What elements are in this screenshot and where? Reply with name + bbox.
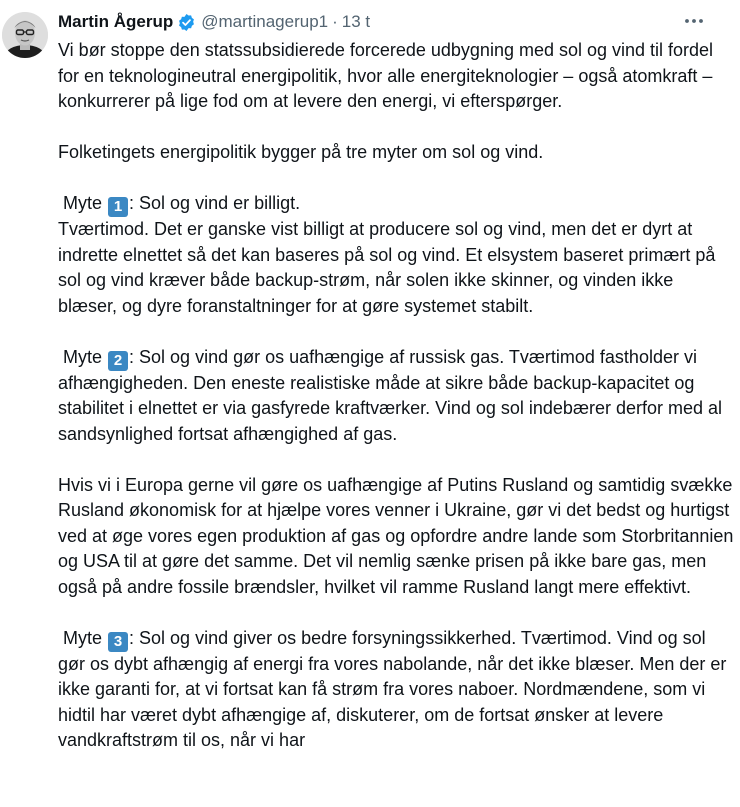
paragraph: Hvis vi i Europa gerne vil gøre os uafhængige af Putins Rusland og samtidig svække Rusland økonomisk for at hjælpe vores venner i Ukraine, gør vi det bedst og hurtigst ved at øge vores egen produktion af gas og opfordre andre lande som Storbritannien og USA til at gøre det samme. Det vil nemlig sænke prisen på ikke bare gas, men også på andre fossile brændsler, hvilket vil ramme Rusland langt mere effektivt. (58, 474, 739, 597)
myth-paragraph (58, 191, 734, 319)
separator-dot: · (332, 12, 338, 31)
keycap-3-icon: 3 (108, 632, 128, 652)
avatar[interactable] (2, 12, 48, 58)
myth-paragraph (58, 345, 734, 448)
author-handle[interactable]: @martinagerup1 (201, 12, 329, 31)
myth-label: Myte (58, 627, 108, 648)
myth-text: : Sol og vind giver os bedre forsyningssikkerhed. Tværtimod. Vind og sol gør os dybt afhængig af energi fra vores nabolande, når det ikke blæser. Men der er ikke garanti for, at vi fortsat kan få strøm fra vores naboer. Nordmændene, som vi hidtil har været dybt afhængige af, diskuterer, om de fortsat ønsker at levere vandkraftstrøm til os, når vi har (58, 627, 732, 750)
tweet-text (58, 38, 739, 754)
keycap-2-icon: 2 (108, 351, 128, 371)
author-name[interactable]: Martin Ågerup (58, 12, 174, 31)
verified-badge-icon (177, 13, 196, 32)
avatar-photo (2, 12, 48, 58)
myth-text: : Sol og vind gør os uafhængige af russisk gas. Tværtimod fastholder vi afhængigheden. Den eneste realistiske måde at sikre både backup-kapacitet og stabilitet i elnettet er via gasfyrede kraftværker. Vind og sol indebærer derfor med al sandsynlighed fortsat afhængighed af gas. (58, 346, 728, 444)
myth-label: Myte (58, 193, 108, 213)
myth-paragraph (58, 626, 734, 754)
myth-text: : Sol og vind er billigt. Tværtimod. Det er ganske vist billigt at producere sol og vind, men det er dyrt at indrette elnettet så det kan baseres på sol og vind. Et elsystem baseret primært på sol og vind kræver både backup-strøm, når solen ikke skinner, og vinden ikke blæser, og dyre foranstaltninger for at gøre systemet stabilt. (58, 193, 716, 316)
timestamp[interactable]: 13 t (341, 12, 371, 31)
keycap-1-icon: 1 (108, 197, 128, 217)
myth-label: Myte (58, 346, 108, 367)
tweet-header (58, 10, 370, 34)
paragraph: Vi bør stoppe den statssubsidierede forcerede udbygning med sol og vind til fordel for en teknologineutral energipolitik, hvor alle energiteknologier – også atomkraft – konkurrerer på lige fod om at levere den energi, vi efterspørger. (58, 40, 719, 111)
more-horizontal-icon (684, 18, 704, 24)
paragraph: Folketingets energipolitik bygger på tre myter om sol og vind. (58, 142, 544, 162)
more-options-button[interactable] (682, 9, 706, 33)
